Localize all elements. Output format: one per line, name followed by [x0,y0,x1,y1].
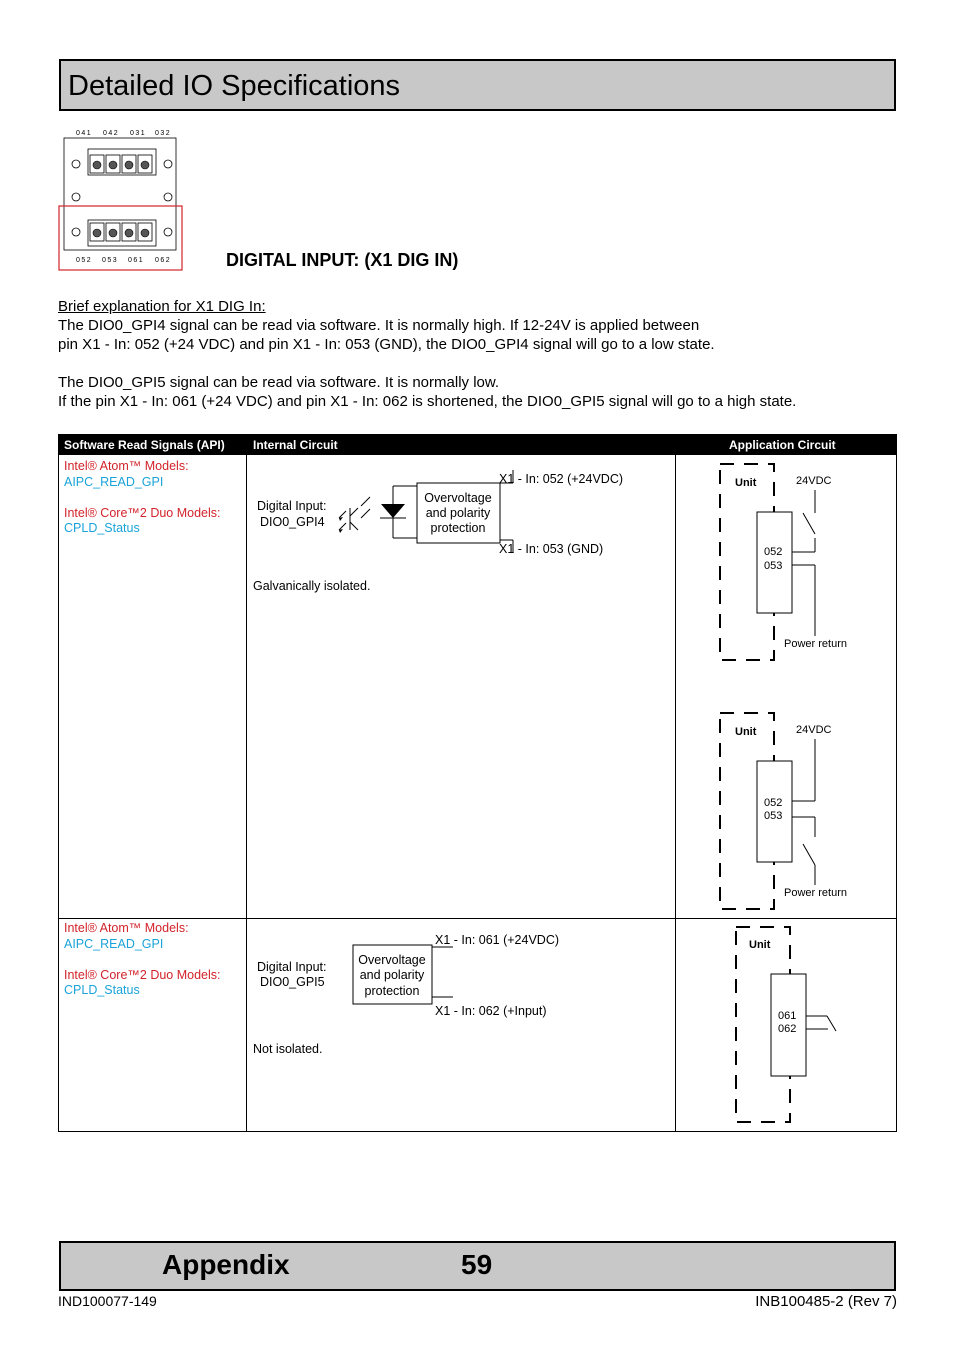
page-number: 59 [461,1249,493,1280]
table-header [58,434,897,455]
explanation-text: pin X1 - In: 052 (+24 VDC) and pin X1 - In: 053 (GND), the DIO0_GPI4 signal will go to a low state. [58,336,715,353]
column-divider [675,454,676,1132]
internal-circuit-gpi4 [247,456,675,606]
power-return-label: Power return [784,638,847,650]
unit-label: Unit [749,939,771,951]
atom-api-value: AIPC_READ_GPI [64,936,164,951]
pin-label: X1 - In: 061 (+24VDC) [435,933,560,947]
protection-box-label: Overvoltage [424,491,492,505]
protection-box-label: protection [430,521,486,535]
explanation-heading: Brief explanation for X1 DIG In: [58,298,266,315]
application-circuit-gpi5 [700,919,880,1129]
explanation-text: If the pin X1 - In: 061 (+24 VDC) and pin X1 - In: 062 is shortened, the DIO0_GPI5 signal will go to a high state. [58,393,797,410]
core-models-label: Intel® Core™2 Duo Models: [64,967,221,982]
pin-label: 062 [778,1023,797,1035]
input-label: Digital Input: [257,499,327,513]
connector-top-label: 031 [130,130,147,137]
table-row [64,459,221,537]
pin-label: 052 [764,797,783,809]
footer-section-title: Appendix [162,1249,290,1280]
core-models-label: Intel® Core™2 Duo Models: [64,505,221,520]
atom-api-value: AIPC_READ_GPI [64,474,164,489]
explanation-text: The DIO0_GPI4 signal can be read via software. It is normally high. If 12-24V is applied between [58,317,700,334]
internal-circuit-gpi5 [247,919,675,1069]
core-api-value: CPLD_Status [64,521,140,535]
pin-label: 053 [764,560,783,572]
pin-label: 052 [764,546,783,558]
core-api-value: CPLD_Status [64,983,140,997]
table-row [64,921,221,999]
input-label: DIO0_GPI4 [260,515,325,529]
connector-bottom-label: 053 [102,257,119,264]
pin-label: 061 [778,1010,797,1022]
explanation-block [58,297,796,411]
protection-box-label: protection [364,984,420,998]
section-title: DIGITAL INPUT: (X1 DIG IN) [226,250,459,270]
connector-top-label: 041 [76,130,93,137]
connector-top-label: 032 [155,130,172,137]
protection-box-label: and polarity [359,968,425,982]
protection-box-label: Overvoltage [358,953,426,967]
atom-models-label: Intel® Atom™ Models: [64,459,189,473]
atom-models-label: Intel® Atom™ Models: [64,921,189,935]
page-footer-bar [59,1241,896,1291]
supply-label: 24VDC [796,475,832,487]
connector-bottom-label: 052 [76,257,93,264]
application-circuit-gpi4-b [700,705,880,917]
connector-bottom-label: 062 [155,257,172,264]
unit-label: Unit [735,477,757,489]
column-header: Application Circuit [729,438,836,452]
pin-label: 053 [764,810,783,822]
pin-label: X1 - In: 052 (+24VDC) [499,472,624,486]
column-header: Internal Circuit [253,438,338,452]
page-header [59,59,896,111]
connector-diagram [58,124,188,272]
connector-bottom-label: 061 [128,257,145,264]
supply-label: 24VDC [796,724,832,736]
pin-label: X1 - In: 053 (GND) [499,542,604,556]
isolation-note: Not isolated. [253,1042,323,1056]
column-header: Software Read Signals (API) [64,438,225,452]
footer-left-code: IND100077-149 [58,1293,157,1309]
page-title: Detailed IO Specifications [68,70,401,102]
isolation-note: Galvanically isolated. [253,579,371,593]
application-circuit-gpi4-a [700,456,880,668]
connector-top-label: 042 [103,130,120,137]
unit-label: Unit [735,726,757,738]
power-return-label: Power return [784,887,847,899]
footer-right-code: INB100485-2 (Rev 7) [755,1293,897,1310]
explanation-text: The DIO0_GPI5 signal can be read via software. It is normally low. [58,374,500,391]
pin-label: X1 - In: 062 (+Input) [435,1004,547,1018]
input-label: DIO0_GPI5 [260,975,325,989]
input-label: Digital Input: [257,960,327,974]
protection-box-label: and polarity [425,506,491,520]
